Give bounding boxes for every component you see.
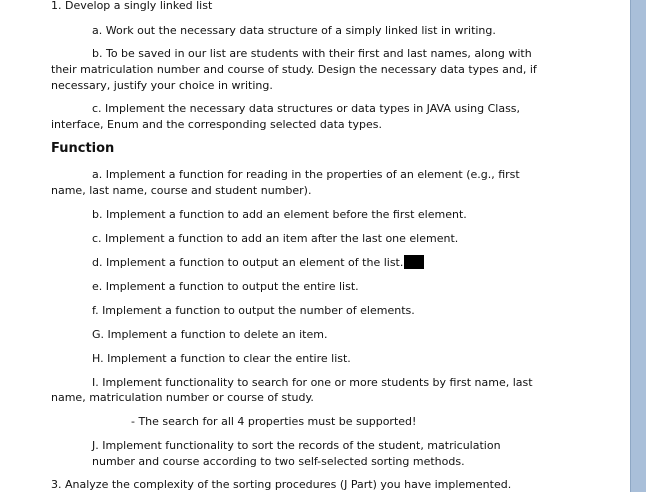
- vertical-scrollbar[interactable]: [630, 0, 646, 492]
- function-c: c. Implement a function to add an item after the last one element.: [92, 232, 459, 245]
- item-1c-line-2: interface, Enum and the corresponding selected data types.: [51, 118, 382, 131]
- function-g: G. Implement a function to delete an item.: [92, 328, 328, 341]
- item-1a: a. Work out the necessary data structure of a simply linked list in writing.: [92, 24, 496, 37]
- function-b: b. Implement a function to add an element before the first element.: [92, 208, 467, 221]
- function-d-row: [92, 255, 424, 270]
- item-1c-line-1: c. Implement the necessary data structures or data types in JAVA using Class,: [92, 102, 521, 115]
- function-h: H. Implement a function to clear the entire list.: [92, 352, 351, 365]
- item-3: 3. Analyze the complexity of the sorting procedures (J Part) you have implemented.: [51, 478, 512, 491]
- function-f: f. Implement a function to output the number of elements.: [92, 304, 415, 317]
- function-i-line-2: name, matriculation number or course of study.: [51, 391, 314, 404]
- function-j-line-1: J. Implement functionality to sort the records of the student, matriculation: [92, 439, 501, 452]
- function-heading: Function: [51, 141, 115, 156]
- item-1-title: 1. Develop a singly linked list: [51, 0, 213, 12]
- redaction-box: [404, 255, 424, 269]
- function-a-line-1: a. Implement a function for reading in the properties of an element (e.g., first: [92, 168, 520, 181]
- function-e: e. Implement a function to output the entire list.: [92, 280, 359, 293]
- item-1b-line-3: necessary, justify your choice in writing.: [51, 79, 273, 92]
- function-i-line-1: I. Implement functionality to search for one or more students by first name, last: [92, 376, 533, 389]
- item-1b-line-1: b. To be saved in our list are students with their first and last names, along with: [92, 47, 532, 60]
- function-a-line-2: name, last name, course and student number).: [51, 184, 312, 197]
- function-d: d. Implement a function to output an element of the list.: [92, 256, 404, 269]
- function-j-line-2: number and course according to two self-selected sorting methods.: [92, 455, 465, 468]
- function-i-note: - The search for all 4 properties must be supported!: [131, 415, 417, 428]
- item-1b-line-2: their matriculation number and course of study. Design the necessary data types and, if: [51, 63, 537, 76]
